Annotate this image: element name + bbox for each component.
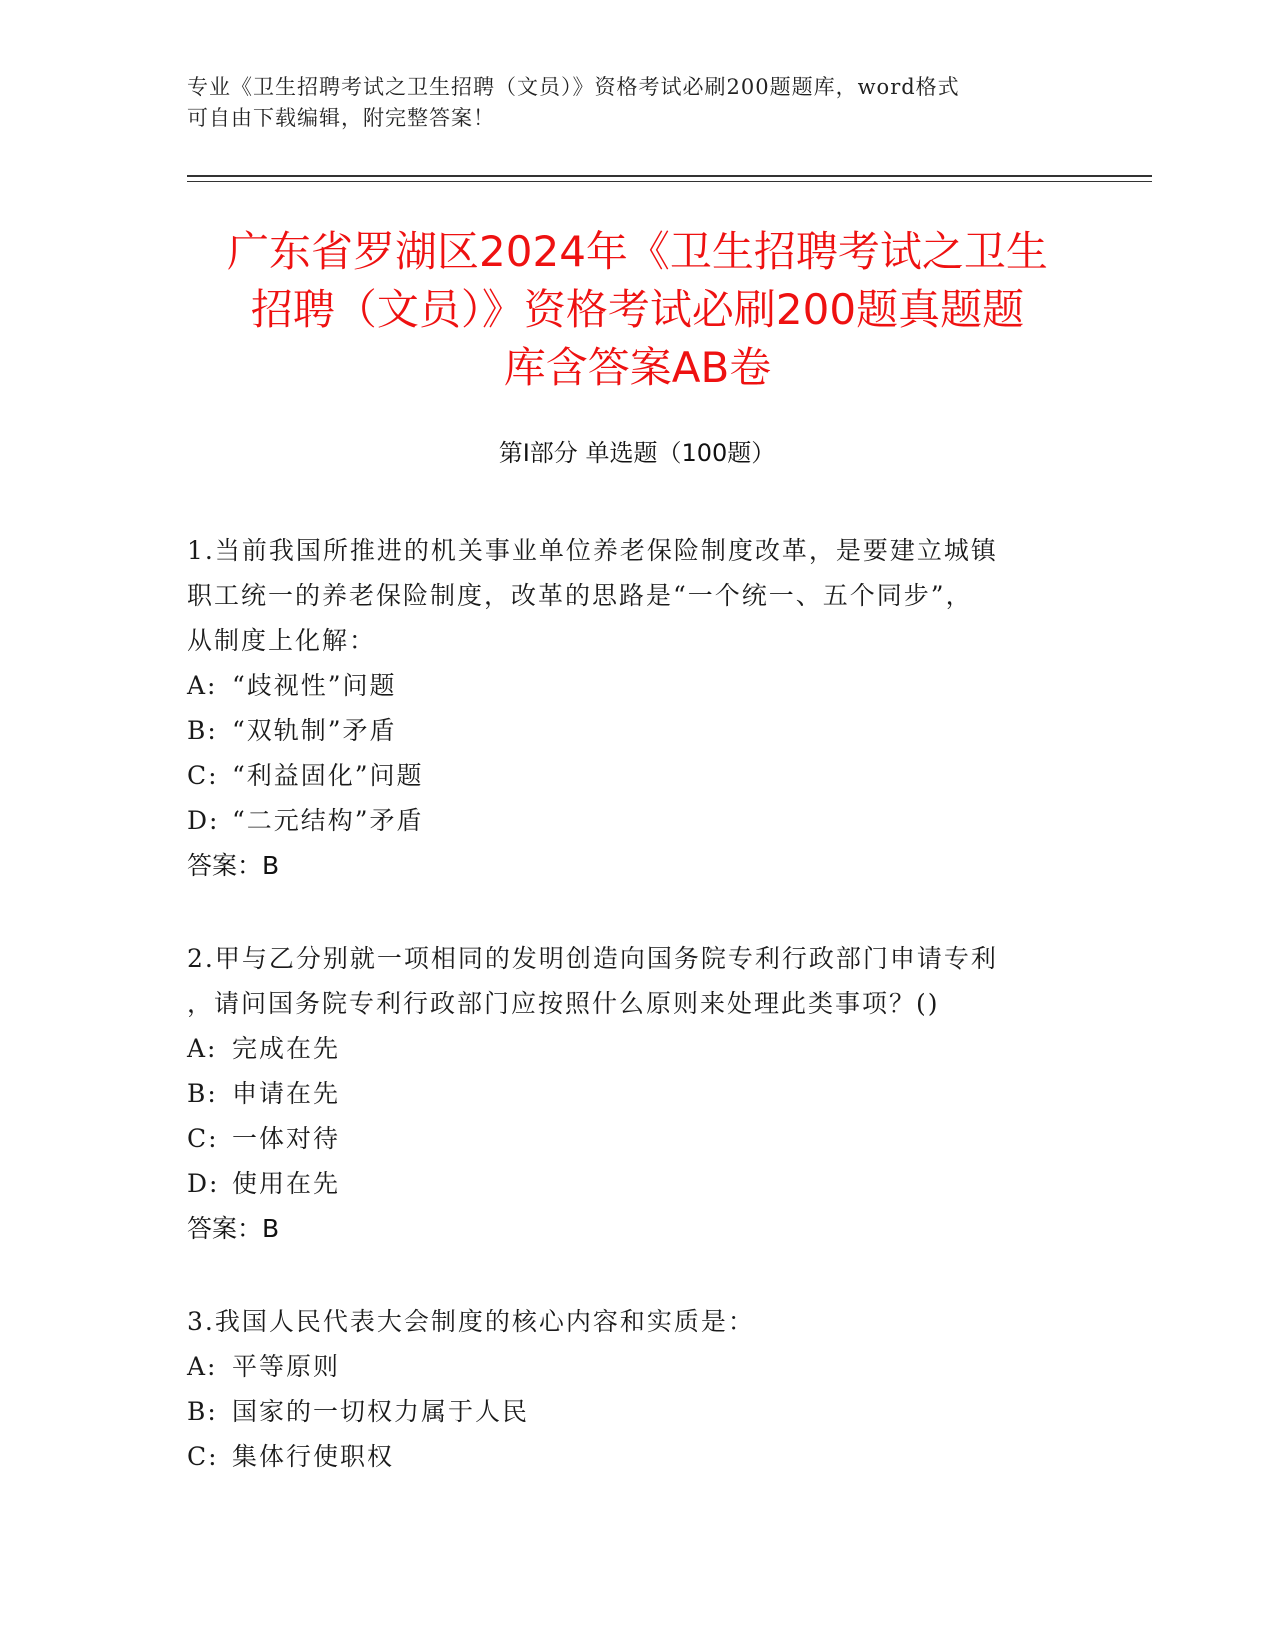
answer-key: 答案：B (187, 1214, 280, 1243)
option-key: B: (187, 716, 218, 745)
title-line: 广东省罗湖区2024年《卫生招聘考试之卫生 (227, 227, 1048, 276)
option-key: A: (187, 1352, 218, 1381)
question-stem-line: 1.当前我国所推进的机关事业单位养老保险制度改革，是要建立城镇 (187, 536, 998, 565)
option-text: “利益固化”问题 (232, 761, 424, 790)
title-line: 招聘（文员）》资格考试必刷200题真题题 (250, 285, 1025, 334)
option-text: 一体对待 (232, 1124, 341, 1153)
option-key: D: (187, 806, 220, 835)
option-text: “歧视性”问题 (232, 671, 397, 700)
header-divider-thin (187, 181, 1152, 182)
option-text: 国家的一切权力属于人民 (232, 1397, 530, 1426)
header-note-line: 可自由下载编辑，附完整答案！ (187, 106, 495, 130)
option-text: 集体行使职权 (232, 1442, 395, 1471)
option-text: 平等原则 (232, 1352, 341, 1381)
question-stem-line: 职工统一的养老保险制度，改革的思路是“一个统一、五个同步”， (187, 581, 973, 610)
option-text: 使用在先 (232, 1169, 341, 1198)
answer-option (187, 1161, 1067, 1206)
option-key: D: (187, 1169, 220, 1198)
question-item (187, 936, 1067, 1251)
answer-option (187, 1026, 1067, 1071)
option-text: “双轨制”矛盾 (232, 716, 397, 745)
question-item (187, 1299, 1067, 1479)
question-stem-line: 从制度上化解： (187, 626, 377, 655)
question-item (187, 528, 1067, 888)
option-text: “二元结构”矛盾 (232, 806, 424, 835)
option-key: C: (187, 1442, 219, 1471)
answer-key: 答案：B (187, 851, 280, 880)
answer-option (187, 1434, 1067, 1479)
option-key: B: (187, 1079, 218, 1108)
header-note-line: 专业《卫生招聘考试之卫生招聘（文员）》资格考试必刷200题题库，word格式 (187, 75, 960, 99)
answer-option (187, 663, 1067, 708)
question-list (187, 528, 1067, 1527)
answer-option (187, 708, 1067, 753)
header-note (187, 72, 1087, 134)
question-stem-line: 3.我国人民代表大会制度的核心内容和实质是： (187, 1307, 755, 1336)
question-stem-line: ，请问国务院专利行政部门应按照什么原则来处理此类事项？() (187, 989, 940, 1018)
answer-option (187, 753, 1067, 798)
answer-option (187, 798, 1067, 843)
answer-option (187, 1116, 1067, 1161)
document-title (170, 223, 1105, 397)
answer-option (187, 1344, 1067, 1389)
answer-option (187, 1071, 1067, 1116)
header-divider (187, 175, 1152, 177)
answer-option (187, 1389, 1067, 1434)
option-key: C: (187, 761, 219, 790)
question-stem-line: 2.甲与乙分别就一项相同的发明创造向国务院专利行政部门申请专利 (187, 944, 998, 973)
section-title: 第Ⅰ部分 单选题（100题） (498, 439, 776, 467)
option-key: C: (187, 1124, 219, 1153)
option-text: 申请在先 (232, 1079, 341, 1108)
option-key: A: (187, 1034, 218, 1063)
option-key: A: (187, 671, 218, 700)
option-text: 完成在先 (232, 1034, 341, 1063)
title-line: 库含答案AB卷 (503, 343, 772, 392)
option-key: B: (187, 1397, 218, 1426)
